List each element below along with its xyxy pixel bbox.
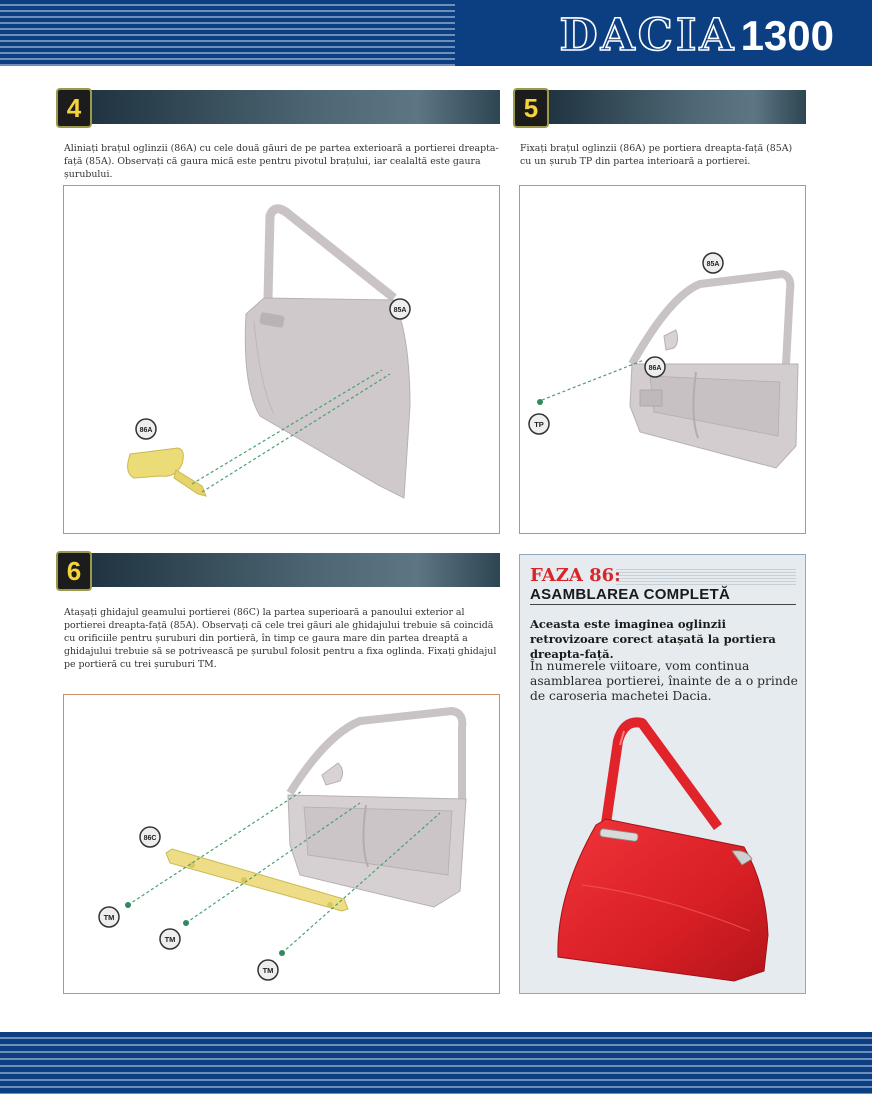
svg-text:TM: TM — [103, 913, 115, 922]
brand-name: DACIA — [559, 10, 737, 61]
header-band — [0, 0, 872, 66]
door-interior-diagram — [520, 186, 806, 534]
footer-band — [0, 1032, 872, 1094]
svg-text:86A: 86A — [139, 427, 153, 434]
svg-text:85A: 85A — [706, 261, 720, 268]
label-86a — [645, 357, 665, 377]
red-door-photo — [520, 555, 806, 994]
panel-lead-text: Aceasta este imaginea oglinzii retrovizoare corect atașată la portiera dreapta-față. — [530, 617, 776, 661]
step-4-number: 4 — [56, 88, 92, 128]
step-6-bar — [88, 553, 500, 587]
brand-model: 1300 — [740, 12, 834, 59]
panel-body-text: În numerele viitoare, vom continua asamblarea portierei, înainte de a o prinde de caroseria machetei Dacia. — [530, 659, 798, 703]
label-86a — [136, 419, 156, 439]
label-86c — [140, 827, 160, 847]
svg-text:TM: TM — [262, 966, 274, 975]
step-5-bar — [546, 90, 806, 124]
svg-text:86A: 86A — [648, 365, 662, 372]
step-6-illustration — [63, 694, 500, 994]
step-4-bar — [88, 90, 500, 124]
label-85a — [703, 253, 723, 273]
svg-text:TM: TM — [164, 935, 176, 944]
label-tp — [529, 414, 549, 434]
label-tm-1 — [99, 907, 119, 927]
header-stripes — [0, 0, 455, 66]
door-guide-diagram — [64, 695, 500, 994]
brand-logo — [559, 10, 834, 61]
label-tm-3 — [258, 960, 278, 980]
panel-title: FAZA 86: — [530, 565, 621, 586]
step-5-number: 5 — [513, 88, 549, 128]
svg-text:85A: 85A — [393, 307, 407, 314]
step-5-illustration — [519, 185, 806, 534]
panel-subtitle: ASAMBLAREA COMPLETĂ — [530, 586, 731, 603]
label-tm-2 — [160, 929, 180, 949]
label-85a — [390, 299, 410, 319]
step-6-text: Atașați ghidajul geamului portierei (86C) la partea superioară a panoului exterior al portierei dreapta-față (85A). Observați că cele trei găuri ale ghidajului trebuie să coincidă cu orificiile pentru șuruburi din portieră, în timp ce gaura mare din partea dreaptă a ghidajului trebuie să se potrivească pe șurubul folosit pentru a fixa oglinda. Fixați ghidajul pe portieră cu trei șuruburi TM. — [64, 607, 497, 670]
svg-text:86C: 86C — [143, 835, 157, 842]
step-4-text: Aliniați brațul oglinzii (86A) cu cele două găuri de pe partea exterioară a portierei dreapta-față (85A). Observați că gaura mică este pentru pivotul brațului, iar cealaltă este gaura șurubului. — [64, 143, 499, 180]
step-6-number: 6 — [56, 551, 92, 591]
step-4-illustration — [63, 185, 500, 534]
step-5-text: Fixați brațul oglinzii (86A) pe portiera dreapta-față (85A) cu un șurub TP din partea interioară a portierei. — [520, 143, 793, 167]
completion-panel — [519, 554, 806, 994]
svg-text:TP: TP — [534, 420, 544, 429]
door-exterior-diagram — [64, 186, 500, 534]
